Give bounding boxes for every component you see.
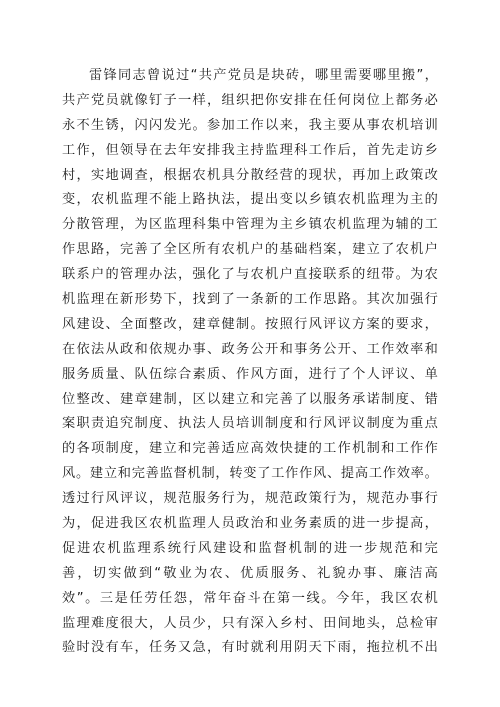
text-line: 作思路，完善了全区所有农机户的基础档案，建立了农机户: [62, 242, 438, 258]
text-line: 村，实地调查，根据农机具分散经营的现状，再加上政策改: [62, 167, 438, 183]
text-line: 的各项制度，建立和完善适应高效快捷的工作机制和工作作: [62, 441, 438, 457]
text-line: 联系户的管理办法，强化了与农机户直接联系的纽带。为农: [62, 267, 438, 283]
text-line: 案职责追究制度、执法人员培训制度和行风评议制度为重点: [62, 416, 438, 432]
text-line: 在依法从政和依规办事、政务公开和事务公开、工作效率和: [62, 341, 438, 357]
text-line: 透过行风评议，规范服务行为，规范政策行为，规范办事行: [62, 491, 438, 507]
text-line: 善，切实做到“敬业为农、优质服务、礼貌办事、廉洁高: [62, 565, 438, 581]
text-line: 位整改、建章建制，区以建立和完善了以服务承诺制度、错: [62, 391, 438, 407]
text-line: 分散管理，为区监理科集中管理为主乡镇农机监理为辅的工: [62, 217, 438, 233]
text-line: 验时没有车，任务又急，有时就利用阴天下雨，拖拉机不出: [62, 640, 438, 656]
text-line: 机监理在新形势下，找到了一条新的工作思路。其次加强行: [62, 292, 438, 308]
text-line: 促进农机监理系统行风建设和监督机制的进一步规范和完: [62, 540, 438, 556]
text-line: 监理难度很大，人员少，只有深入乡村、田间地头，总检审: [62, 615, 438, 631]
body-paragraph: [62, 64, 438, 661]
text-line: 共产党员就像钉子一样，组织把你安排在任何岗位上都务必: [62, 92, 438, 108]
text-line: 雷锋同志曾说过“共产党员是块砖，哪里需要哪里搬”，: [89, 68, 438, 83]
text-line: 风建设、全面整改，建章健制。按照行风评议方案的要求，: [62, 316, 438, 332]
text-line: 服务质量、队伍综合素质、作风方面，进行了个人评议、单: [62, 366, 438, 382]
text-line: 效”。三是任劳任怨，常年奋斗在第一线。今年，我区农机: [62, 590, 438, 606]
text-line: 工作，但领导在去年安排我主持监理科工作后，首先走访乡: [62, 142, 438, 158]
text-line: 变，农机监理不能上路执法，提出变以乡镇农机监理为主的: [62, 192, 438, 208]
text-line: 永不生锈，闪闪发光。参加工作以来，我主要从事农机培训: [62, 117, 438, 133]
text-line: 风。建立和完善监督机制，转变了工作作风、提高工作效率。: [62, 466, 438, 482]
text-line: 为，促进我区农机监理人员政治和业务素质的进一步提高，: [62, 516, 438, 532]
